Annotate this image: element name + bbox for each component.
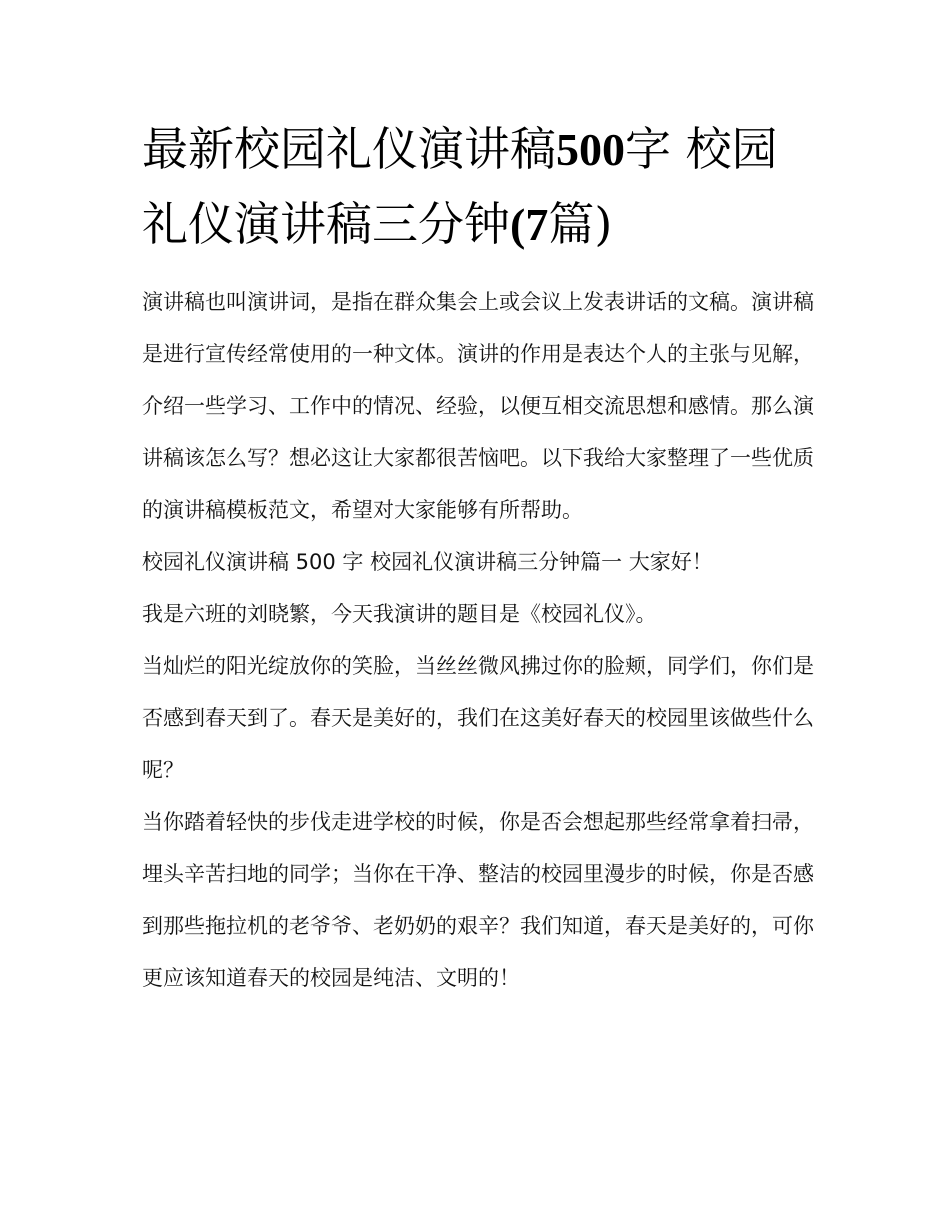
intro-paragraph: 演讲稿也叫演讲词，是指在群众集会上或会议上发表讲话的文稿。演讲稿是进行宣传经常使用的一种文体。演讲的作用是表达个人的主张与见解，介绍一些学习、工作中的情况、经验，以便互相交流思想和感情。那么演讲稿该怎么写？想必这让大家都很苦恼吧。以下我给大家整理了一些优质的演讲稿模板范文，希望对大家能够有所帮助。 — [142, 290, 814, 522]
speech-paragraph: 我是六班的刘晓繁，今天我演讲的题目是《校园礼仪》。 — [142, 602, 657, 626]
title-number-500: 500 — [556, 124, 625, 175]
speech-paragraph: 当灿烂的阳光绽放你的笑脸，当丝丝微风拂过你的脸颊，同学们，你们是否感到春天到了。春天是美好的，我们在这美好春天的校园里该做些什么呢？ — [142, 654, 814, 782]
title-part-2: 字 校园礼仪演讲稿三分钟 — [142, 122, 778, 251]
speech-heading-line: 校园礼仪演讲稿 500 字 校园礼仪演讲稿三分钟篇一 大家好！ — [142, 550, 713, 574]
document-body — [142, 276, 814, 1004]
speech-paragraph: 当你踏着轻快的步伐走进学校的时候，你是否会想起那些经常拿着扫帚，埋头辛苦扫地的同学；当你在干净、整洁的校园里漫步的时候，你是否感到那些拖拉机的老爷爷、老奶奶的艰辛？我们知道，春天是美好的，可你更应该知道春天的校园是纯洁、文明的！ — [142, 810, 814, 990]
title-part-3: 篇) — [548, 197, 613, 251]
title-part-1: 最新校园礼仪演讲稿 — [142, 122, 556, 176]
document-page — [142, 112, 814, 1004]
title-number-7: (7 — [510, 199, 549, 250]
document-title — [142, 112, 814, 262]
